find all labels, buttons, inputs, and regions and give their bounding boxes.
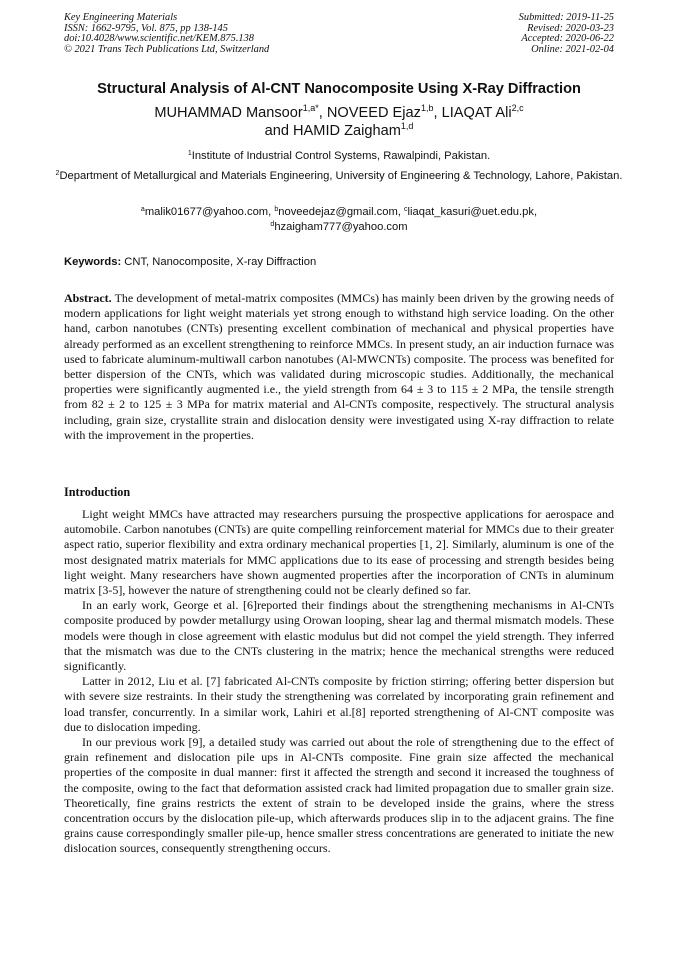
copyright: © 2021 Trans Tech Publications Ltd, Switzerland	[64, 43, 270, 55]
email-mark: b	[274, 206, 279, 213]
submitted-date: Submitted: 2019-11-25	[518, 12, 614, 23]
publication-dates	[519, 13, 614, 55]
body-paragraph: Light weight MMCs have attracted may researchers pursuing the prospective applications for aerospace and automobile. Carbon nanotubes (CNTs) are quite compelling reinforcement material for MMCs due to their greater aspect ratio, superior flexibility and extra ordinary mechanical properties [1, 2]. Similarly, aluminum is one of the most designated matrix materials for MMC applications due to its ease of processing and strength besides being light weight. Many researchers have shown augmented properties after the incorporation of CNTs in aluminum matrix [3-5], however the nature of strengthening could not be clearly defined so far.	[64, 507, 614, 598]
author-affiliation-mark: 1,d	[400, 121, 414, 131]
author-separator: ,	[318, 105, 327, 121]
body-paragraph: In our previous work [9], a detailed study was carried out about the role of strengthening due to the effect of grain refinement and dislocation pile ups in Al-CNTs composite. Fine grain size affected the mechanical properties of the composite in dual manner: first it affected the strength and second it increased the toughness of the composite, owing to the fact that deformation assisted crack had limited propagation due to smaller grain size. Theoretically, fine grains restricts the extent of strain to be developed inside the grains, where the stress concentration occurs by the dislocation pile-up, which afterwards produces slip in to the adjacent grains. The fine grains cause correspondingly smaller pile-up, hence smaller stress concentrations are generated to initiate the new dislocation sources, consequently strengthening occurs.	[64, 735, 614, 856]
doi: doi:10.4028/www.scientific.net/KEM.875.138	[64, 33, 254, 45]
author-name: NOVEED Ejaz	[326, 105, 421, 121]
author-separator: ,	[433, 105, 442, 121]
affiliation-text: Department of Metallurgical and Materials Engineering, University of Engineering & Technology, Lahore, Pakistan.	[59, 170, 623, 182]
affiliation	[40, 169, 638, 184]
author-affiliation-mark: 2,c	[511, 103, 524, 113]
body-paragraph: Latter in 2012, Liu et al. [7] fabricated Al-CNTs composite by friction stirring; offering better dispersion but with severe size restraints. In their study the strengthening was correlated by incorporating grain refinement and load transfer, concurrently. In a similar work, Lahiri et al.[8] reported strengthening of Al-CNT composite was due to dislocation impeding.	[64, 674, 614, 734]
email-mark: a	[140, 206, 145, 213]
affiliation	[40, 149, 638, 164]
affiliation-text: Institute of Industrial Control Systems, Rawalpindi, Pakistan.	[191, 150, 491, 162]
issn: ISSN: 1662-9795, Vol. 875, pp 138-145	[64, 22, 228, 34]
email-address: liaqat_kasuri@uet.edu.pk,	[407, 206, 538, 218]
author-name: LIAQAT Ali	[441, 105, 512, 121]
author-affiliation-mark: 1,b	[420, 103, 434, 113]
introduction-body	[64, 507, 614, 857]
author-name: and HAMID Zaigham	[264, 123, 401, 139]
journal-name: Key Engineering Materials	[64, 12, 178, 23]
email-address: hzaigham777@yahoo.com	[274, 221, 408, 233]
online-date: Online: 2021-02-04	[531, 43, 614, 55]
abstract-paragraph	[64, 291, 614, 443]
email-mark: d	[270, 221, 275, 228]
keywords-label: Keywords:	[64, 256, 122, 268]
email-mark: c	[404, 206, 408, 213]
author-affiliation-mark: 1,a*	[302, 103, 319, 113]
keywords-text: CNT, Nanocomposite, X-ray Diffraction	[121, 256, 317, 268]
affiliation-number: 2	[55, 170, 60, 177]
abstract	[64, 291, 614, 443]
paper-title: Structural Analysis of Al-CNT Nanocomposite Using X-Ray Diffraction	[97, 81, 581, 97]
author-list	[0, 104, 678, 140]
revised-date: Revised: 2020-03-23	[527, 22, 614, 34]
section-heading-introduction: Introduction	[64, 485, 131, 499]
email-address: malik01677@yahoo.com,	[144, 206, 275, 218]
journal-info	[64, 13, 269, 55]
email-list	[40, 205, 638, 235]
accepted-date: Accepted: 2020-06-22	[521, 33, 614, 45]
email-address: noveedejaz@gmail.com,	[278, 206, 405, 218]
abstract-text: The development of metal-matrix composites (MMCs) has mainly been driven by the growing needs of modern applications for light weight materials yet strong enough to withstand high service loading. On the other hand, carbon nanotubes (CNTs) presenting excellent combination of mechanical and physical properties have already performed as an excellent strengthening to reinforce MMCs. In present study, an air induction furnace was used to fabricate aluminum-multiwall carbon nanotubes (Al-MWCNTs) composite. The process was benefited for better dispersion of the CNTs, which was validated during microscopic studies. Additionally, the mechanical properties were significantly augmented i.e., the yield strength from 64 ± 3 to 115 ± 2 MPa, the tensile strength from 82 ± 2 to 125 ± 3 MPa for matrix material and Al-CNTs composite, respectively. The structural analysis including, grain size, crystallite strain and dislocation density were investigated using X-ray diffraction to relate with the improvement in the properties.	[64, 291, 614, 442]
affiliation-number: 1	[187, 150, 192, 157]
keywords	[64, 256, 614, 268]
author-name: MUHAMMAD Mansoor	[154, 105, 303, 121]
body-paragraph: In an early work, George et al. [6]reported their findings about the strengthening mechanisms in Al-CNTs composite produced by powder metallurgy using Orowan looping, shear lag and thermal mismatch models. These models were though in close agreement with elastic modulus but did not compel the yield strength. They inferred that the mismatch was due to the CNTs clustering in the matrix; hence the mechanical strengths were reduced significantly.	[64, 598, 614, 674]
abstract-label: Abstract.	[64, 291, 112, 305]
